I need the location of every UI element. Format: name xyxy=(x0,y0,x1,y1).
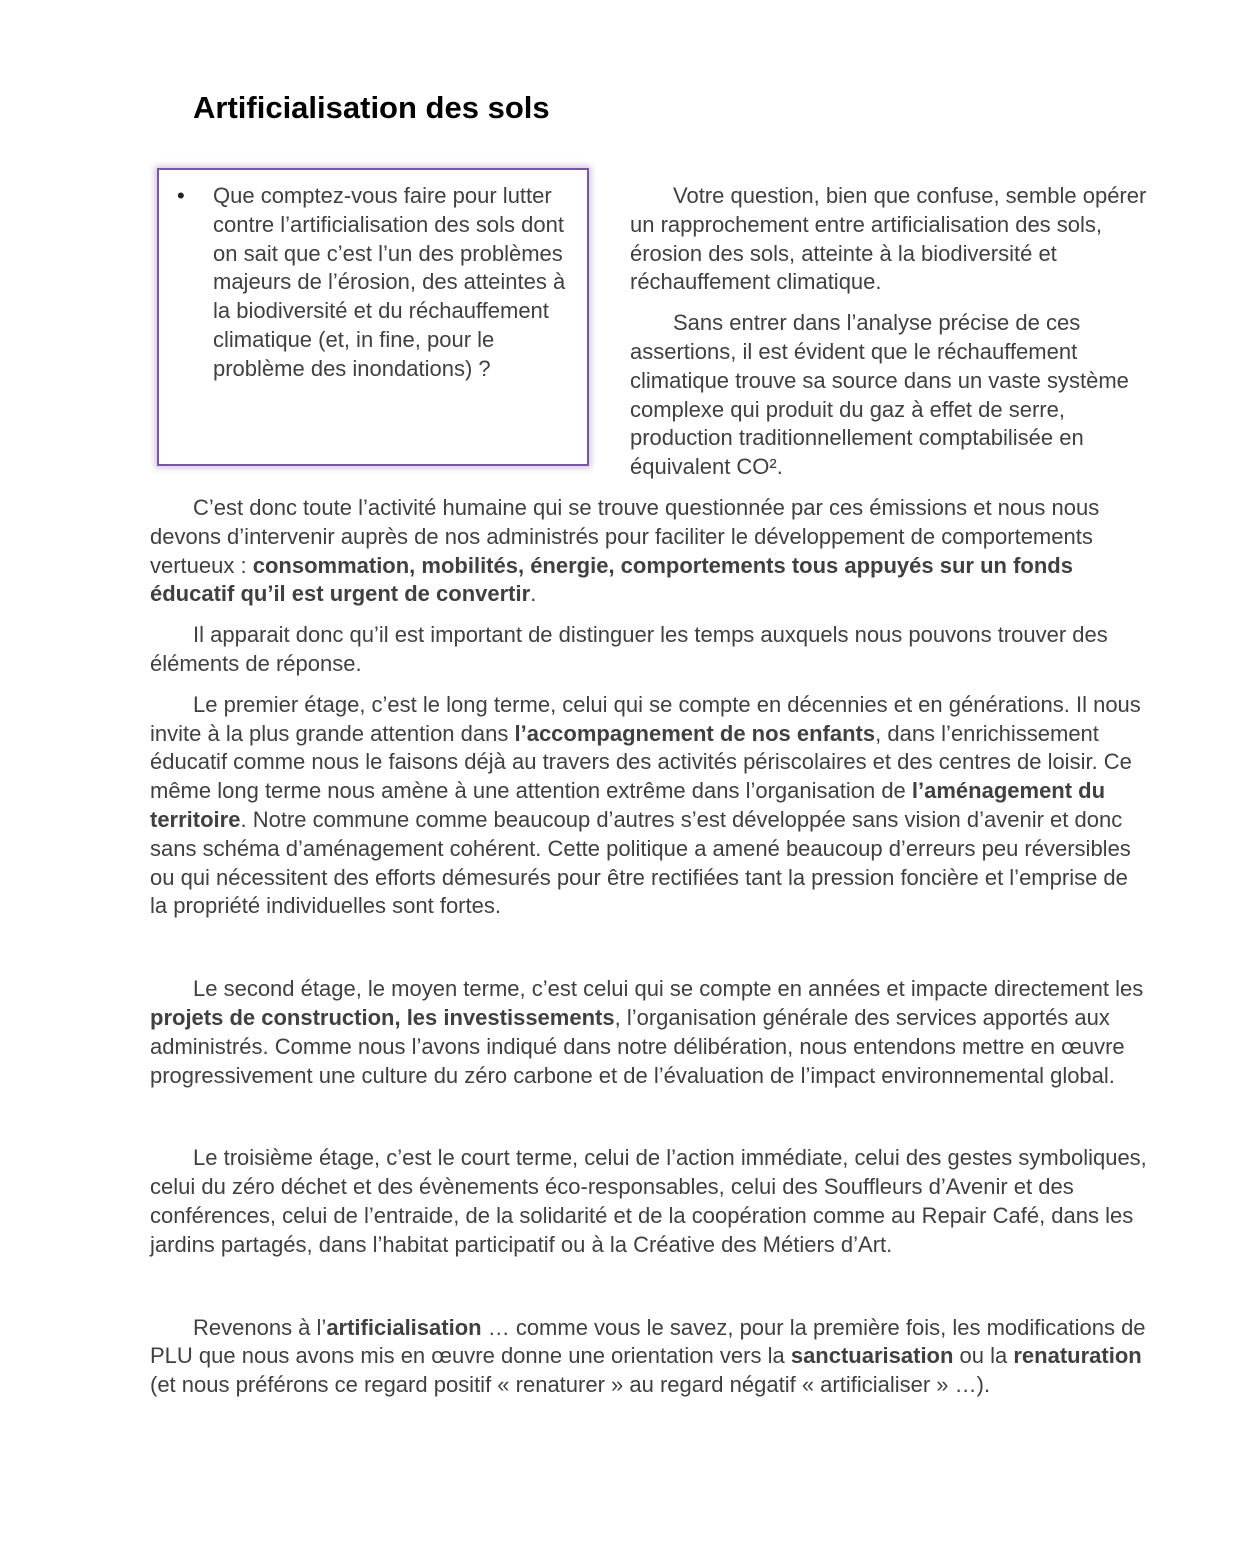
text-run: (et nous préférons ce regard positif « renaturer » au regard négatif « artificialiser » …). xyxy=(150,1372,991,1398)
answer-paragraph-2: Sans entrer dans l’analyse précise de ces assertions, il est évident que le réchauffement climatique trouve sa source dans un vaste système complexe qui produit du gaz à effet de serre, production traditionnellement comptabilisée en équivalent CO². xyxy=(630,310,1129,480)
bold-run: consommation, mobilités, énergie, comportements tous appuyés sur un fonds éducatif qu’il est urgent de convertir xyxy=(150,552,1073,607)
text-run: C’est donc toute l’activité humaine qui se trouve questionnée par ces émissions et nous nous devons d’intervenir auprès de nos administrés pour faciliter le développement de comportements vertueux : xyxy=(150,495,1100,578)
answer-intro xyxy=(630,182,1150,482)
answer-paragraph-1: Votre question, bien que confuse, semble opérer un rapprochement entre artificialisation des sols, érosion des sols, atteinte à la biodiversité et réchauffement climatique. xyxy=(630,183,1147,295)
bullet-icon: • xyxy=(177,183,185,208)
bold-run: projets de construction, les investissements xyxy=(150,1004,615,1030)
paragraph-moyen-terme xyxy=(150,975,1148,1090)
page-title: Artificialisation des sols xyxy=(193,90,550,125)
question-box xyxy=(157,168,589,466)
question-text: Que comptez-vous faire pour lutter contre l’artificialisation des sols dont on sait que c’est l’un des problèmes majeurs de l’érosion, des atteintes à la biodiversité et du réchauffement climatique (et, in fine, pour le problème des inondations) ? xyxy=(213,183,566,381)
text-run: … comme vous le savez, pour la première fois, les modifications de PLU que nous avons mis en œuvre donne une orientation vers la xyxy=(150,1314,1146,1369)
text-run: , l’organisation générale des services apportés aux administrés. Comme nous l’avons indiqué dans notre délibération, nous entendons mettre en œuvre progressivement une culture du zéro carbone et de l’évaluation de l’impact environnemental global. xyxy=(150,1004,1125,1088)
paragraph-court-terme: Le troisième étage, c’est le court terme, celui de l’action immédiate, celui des gestes symboliques, celui du zéro déchet et des évènements éco-responsables, celui des Souffleurs d’Avenir et des conférences, celui de l’entraide, de la solidarité et de la coopération comme au Repair Café, dans les jardins partagés, dans l’habitat participatif ou à la Créative des Métiers d’Art. xyxy=(150,1145,1147,1257)
text-run: , dans l’enrichissement éducatif comme nous le faisons déjà au travers des activités périscolaires et des centres de loisir. Ce même long terme nous amène à une attention extrême dans l’organisation de xyxy=(150,720,1132,804)
text-run: Revenons à l’ xyxy=(193,1314,327,1340)
text-run: Le second étage, le moyen terme, c’est celui qui se compte en années et impacte directement les xyxy=(193,976,1144,1002)
bold-run: l’accompagnement de nos enfants xyxy=(514,720,876,746)
paragraph-long-terme xyxy=(150,691,1148,921)
paragraph-activity xyxy=(150,494,1148,609)
paragraph-temps: Il apparait donc qu’il est important de distinguer les temps auxquels nous pouvons trouver des éléments de réponse. xyxy=(150,622,1108,676)
text-run: ou la xyxy=(953,1343,1014,1369)
bold-run: sanctuarisation xyxy=(790,1343,954,1369)
bold-run: artificialisation xyxy=(326,1314,482,1340)
body-text xyxy=(150,494,1148,1412)
question-list xyxy=(175,182,573,384)
text-run: . Notre commune comme beaucoup d’autres s’est développée sans vision d’avenir et donc sans schéma d’aménagement cohérent. Cette politique a amené beaucoup d’erreurs peu réversibles ou qui nécessitent des efforts démesurés pour être rectifiées tant la pression foncière et l’emprise de la propriété individuelles sont fortes. xyxy=(150,806,1131,919)
bold-run: l’aménagement du territoire xyxy=(150,778,1106,832)
paragraph-artificialisation xyxy=(150,1314,1148,1400)
bold-run: renaturation xyxy=(1013,1343,1142,1369)
text-run: . xyxy=(530,581,537,607)
text-run: Le premier étage, c’est le long terme, celui qui se compte en décennies et en générations. Il nous invite à la plus grande attention dans xyxy=(150,691,1141,746)
question-item xyxy=(177,182,573,384)
